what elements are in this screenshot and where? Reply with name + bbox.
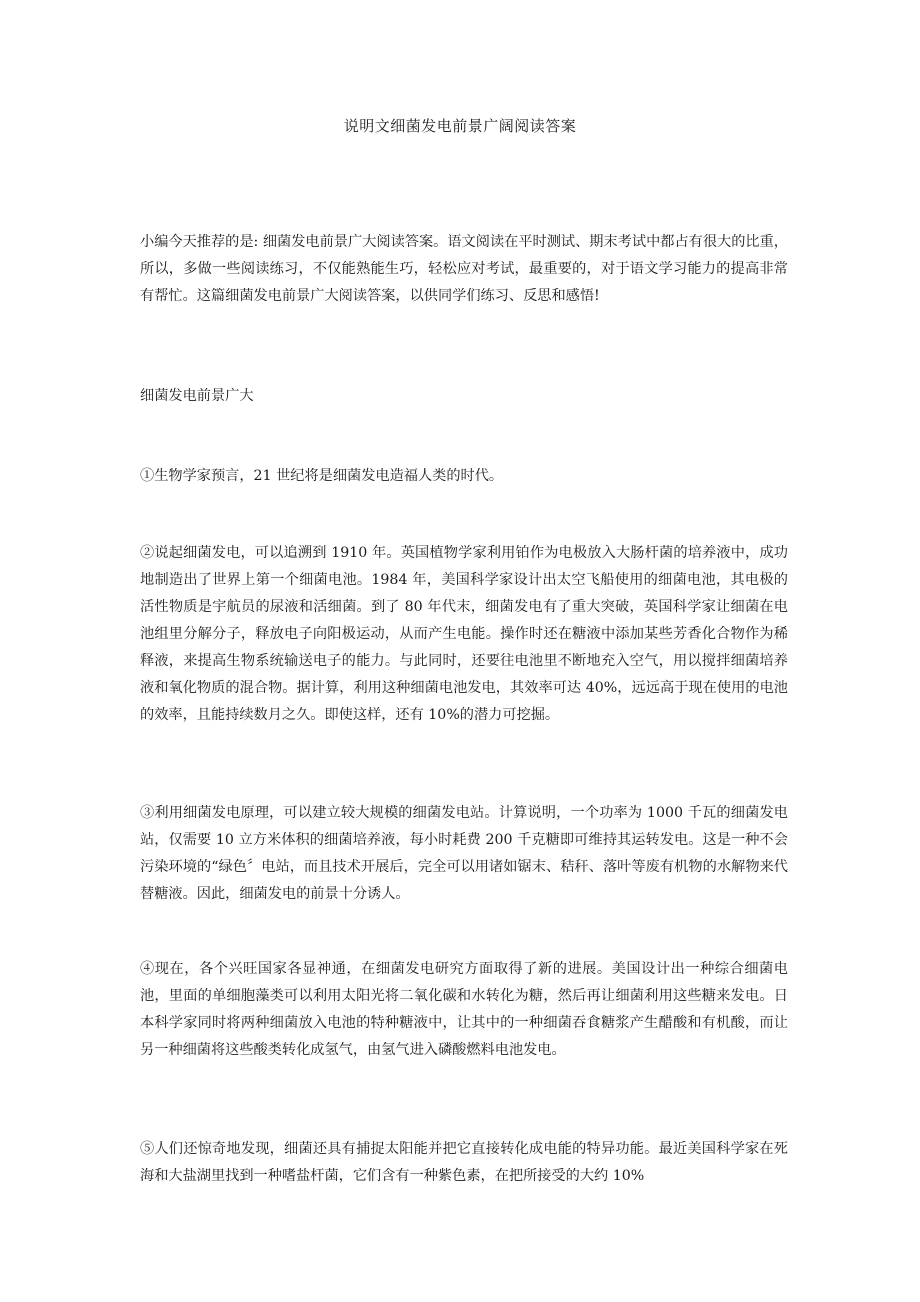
paragraph-4: ④现在，各个兴旺国家各显神通，在细菌发电研究方面取得了新的进展。美国设计出一种综合细菌电池，里面的单细胞藻类可以利用太阳光将二氧化碳和水转化为糖，然后再让细菌利用这些糖来发电。日本科学家同时将两种细菌放入电池的特种糖液中，让其中的一种细菌吞食糖浆产生醋酸和有机酸，而让另一种细菌将这些酸类转化成氢气，由氢气进入磷酸燃料电池发电。 [140,961,788,1058]
paragraph-1: ①生物学家预言，21 世纪将是细菌发电造福人类的时代。 [140,468,504,484]
paragraph-5: ⑤人们还惊奇地发现，细菌还具有捕捉太阳能并把它直接转化成电能的特异功能。最近美国科学家在死海和大盐湖里找到一种嗜盐杆菌，它们含有一种紫色素，在把所接受的大约 10% [140,1141,788,1184]
section-heading: 细菌发电前景广大 [140,388,254,404]
document-title: 说明文细菌发电前景广阔阅读答案 [343,117,577,135]
intro-paragraph: 小编今天推荐的是: 细菌发电前景广大阅读答案。语文阅读在平时测试、期末考试中都占有很大的比重，所以，多做一些阅读练习，不仅能熟能生巧，轻松应对考试，最重要的，对于语文学习能力的提高非常有帮忙。这篇细菌发电前景广大阅读答案，以供同学们练习、反思和感悟! [140,234,788,304]
paragraph-3: ③利用细菌发电原理，可以建立较大规模的细菌发电站。计算说明，一个功率为 1000 千瓦的细菌发电站，仅需要 10 立方米体积的细菌培养液，每小时耗费 200 千克糖即可维持其运转发电。这是一种不会污染环境的“绿色〞电站，而且技术开展后，完全可以用诸如锯末、秸秆、落叶等废有机物的水解物来代替糖液。因此，细菌发电的前景十分诱人。 [140,805,788,902]
paragraph-2: ②说起细菌发电，可以追溯到 1910 年。英国植物学家利用铂作为电极放入大肠杆菌的培养液中，成功地制造出了世界上第一个细菌电池。1984 年，美国科学家设计出太空飞船使用的细菌电池，其电极的活性物质是宇航员的尿液和活细菌。到了 80 年代末，细菌发电有了重大突破，英国科学家让细菌在电池组里分解分子，释放电子向阳极运动，从而产生电能。操作时还在糖液中添加某些芳香化合物作为稀释液，来提高生物系统输送电子的能力。与此同时，还要往电池里不断地充入空气，用以搅拌细菌培养液和氧化物质的混合物。据计算，利用这种细菌电池发电，其效率可达 40%，远远高于现在使用的电池的效率，且能持续数月之久。即使这样，还有 10%的潜力可挖掘。 [140,545,788,723]
